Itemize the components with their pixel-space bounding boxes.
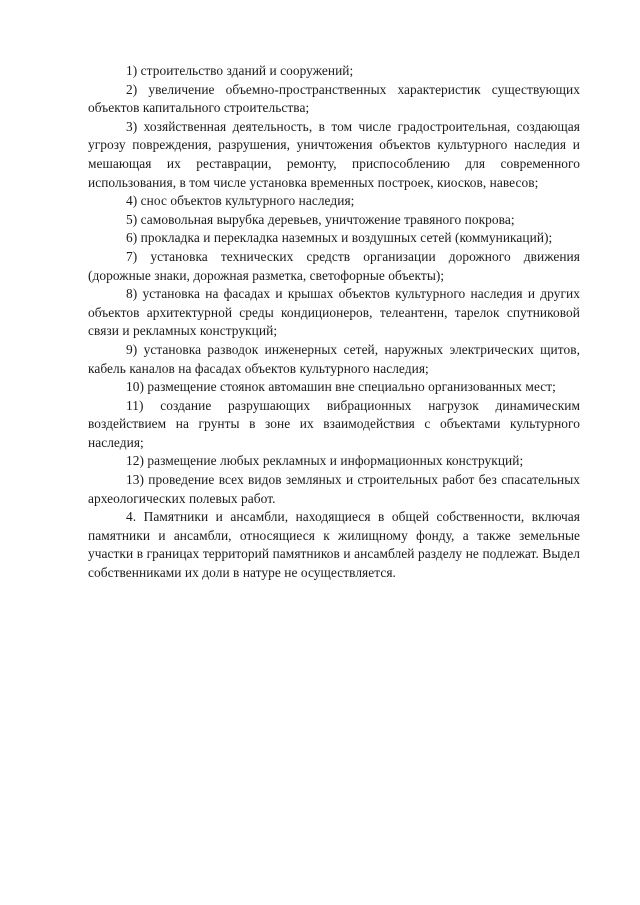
list-item-1: 1) строительство зданий и сооружений; xyxy=(126,63,354,78)
list-item-8: 8) установка на фасадах и крышах объектов культурного наследия и других объектов архитектурной среды кондиционеров, телеантенн, тарелок спутниковой связи и рекламных конструкций; xyxy=(88,286,580,339)
list-item-4: 4) снос объектов культурного наследия; xyxy=(126,193,355,209)
list-item-6: 6) прокладка и перекладка наземных и воздушных сетей (коммуникаций); xyxy=(126,230,553,246)
list-item-3: 3) хозяйственная деятельность, в том числе градостроительная, создающая угрозу повреждения, разрушения, уничтожения объектов культурного наследия и мешающая их реставрации, ремонту, приспособлению для современного использования, в том числе установка временных построек, киосков, навесов; xyxy=(88,118,580,190)
list-item-11: 11) создание разрушающих вибрационных нагрузок динамическим воздействием на грунты в зоне их взаимодействия с объектами культурного наследия; xyxy=(88,397,580,450)
section-4-paragraph: 4. Памятники и ансамбли, находящиеся в общей собственности, включая памятники и ансамбли, относящиеся к жилищному фонду, а также земельные участки в границах территорий памятников и ансамблей разделу не подлежат. Выдел собственниками их доли в натуре не осуществляется. xyxy=(88,509,580,581)
list-item-5: 5) самовольная вырубка деревьев, уничтожение травяного покрова; xyxy=(126,211,515,227)
list-item-2: 2) увеличение объемно-пространственных характеристик существующих объектов капитального строительства; xyxy=(88,81,580,116)
document-body xyxy=(88,62,580,583)
list-item-10: 10) размещение стоянок автомашин вне специально организованных мест; xyxy=(126,379,556,395)
list-item-9: 9) установка разводок инженерных сетей, наружных электрических щитов, кабель каналов на фасадах объектов культурного наследия; xyxy=(88,341,580,376)
list-item-7: 7) установка технических средств организации дорожного движения (дорожные знаки, дорожная разметка, светофорные объекты); xyxy=(88,248,580,283)
list-item-13: 13) проведение всех видов земляных и строительных работ без спасательных археологических полевых работ. xyxy=(88,472,580,506)
list-item-12: 12) размещение любых рекламных и информационных конструкций; xyxy=(126,453,524,469)
